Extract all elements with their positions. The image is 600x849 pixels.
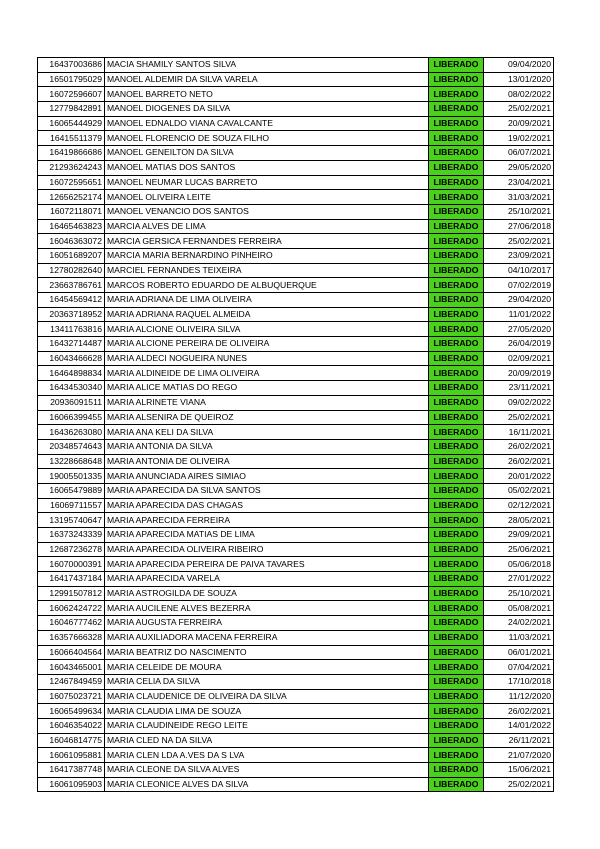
name-cell: MARIA APARECIDA DAS CHAGAS [105, 498, 429, 513]
date-cell: 29/04/2020 [484, 293, 554, 308]
date-cell: 02/09/2021 [484, 351, 554, 366]
status-cell: LIBERADO [429, 248, 484, 263]
name-cell: MANOEL MATIAS DOS SANTOS [105, 160, 429, 175]
table-row [38, 175, 554, 190]
status-cell: LIBERADO [429, 674, 484, 689]
table-row [38, 72, 554, 87]
status-cell: LIBERADO [429, 483, 484, 498]
name-cell: MARIA ADRIANA DE LIMA OLIVEIRA [105, 293, 429, 308]
name-cell: MARCIA ALVES DE LIMA [105, 219, 429, 234]
record-id-cell: 12780282640 [38, 263, 105, 278]
records-table [37, 57, 554, 792]
date-cell: 25/10/2021 [484, 204, 554, 219]
name-cell: MARCIA MARIA BERNARDINO PINHEIRO [105, 248, 429, 263]
date-cell: 25/06/2021 [484, 542, 554, 557]
status-cell: LIBERADO [429, 469, 484, 484]
date-cell: 16/11/2021 [484, 425, 554, 440]
date-cell: 13/01/2020 [484, 72, 554, 87]
status-cell: LIBERADO [429, 102, 484, 117]
table-row [38, 718, 554, 733]
table-row [38, 733, 554, 748]
status-cell: LIBERADO [429, 660, 484, 675]
table-row [38, 483, 554, 498]
status-cell: LIBERADO [429, 146, 484, 161]
record-id-cell: 16065479889 [38, 483, 105, 498]
table-row [38, 278, 554, 293]
status-cell: LIBERADO [429, 204, 484, 219]
table-row [38, 748, 554, 763]
status-cell: LIBERADO [429, 718, 484, 733]
status-cell: LIBERADO [429, 439, 484, 454]
record-id-cell: 16066404564 [38, 645, 105, 660]
table-row [38, 204, 554, 219]
record-id-cell: 16046777462 [38, 616, 105, 631]
table-row [38, 601, 554, 616]
record-id-cell: 16072596607 [38, 87, 105, 102]
name-cell: MANOEL BARRETO NETO [105, 87, 429, 102]
record-id-cell: 13411763816 [38, 322, 105, 337]
status-cell: LIBERADO [429, 498, 484, 513]
record-id-cell: 16357666328 [38, 630, 105, 645]
table-row [38, 160, 554, 175]
table-row [38, 572, 554, 587]
status-cell: LIBERADO [429, 513, 484, 528]
table-row [38, 131, 554, 146]
record-id-cell: 16465463823 [38, 219, 105, 234]
date-cell: 11/03/2021 [484, 630, 554, 645]
name-cell: MANOEL FLORENCIO DE SOUZA FILHO [105, 131, 429, 146]
name-cell: MARIA ALICE MATIAS DO REGO [105, 381, 429, 396]
date-cell: 11/12/2020 [484, 689, 554, 704]
name-cell: MARIA CLEN LDA A.VES DA S LVA [105, 748, 429, 763]
status-cell: LIBERADO [429, 748, 484, 763]
name-cell: MARIA CLEONE DA SILVA ALVES [105, 763, 429, 778]
date-cell: 23/04/2021 [484, 175, 554, 190]
name-cell: MANOEL ALDEMIR DA SILVA VARELA [105, 72, 429, 87]
table-row [38, 498, 554, 513]
status-cell: LIBERADO [429, 351, 484, 366]
table-row [38, 219, 554, 234]
date-cell: 24/02/2021 [484, 616, 554, 631]
status-cell: LIBERADO [429, 366, 484, 381]
name-cell: MARIA APARECIDA MATIAS DE LIMA [105, 528, 429, 543]
date-cell: 07/02/2019 [484, 278, 554, 293]
date-cell: 17/10/2018 [484, 674, 554, 689]
date-cell: 25/02/2021 [484, 410, 554, 425]
record-id-cell: 16065499634 [38, 704, 105, 719]
status-cell: LIBERADO [429, 630, 484, 645]
table-row [38, 248, 554, 263]
date-cell: 23/09/2021 [484, 248, 554, 263]
record-id-cell: 16454569412 [38, 293, 105, 308]
table-row [38, 116, 554, 131]
table-row [38, 190, 554, 205]
table-row [38, 630, 554, 645]
record-id-cell: 23663786761 [38, 278, 105, 293]
status-cell: LIBERADO [429, 72, 484, 87]
name-cell: MARIA ANUNCIADA AIRES SIMIAO [105, 469, 429, 484]
record-id-cell: 16061095903 [38, 777, 105, 792]
status-cell: LIBERADO [429, 175, 484, 190]
record-id-cell: 16046354022 [38, 718, 105, 733]
date-cell: 02/12/2021 [484, 498, 554, 513]
status-cell: LIBERADO [429, 557, 484, 572]
name-cell: MARIA AUXILIADORA MACENA FERREIRA [105, 630, 429, 645]
status-cell: LIBERADO [429, 307, 484, 322]
record-id-cell: 16062424722 [38, 601, 105, 616]
date-cell: 28/05/2021 [484, 513, 554, 528]
status-cell: LIBERADO [429, 381, 484, 396]
date-cell: 23/11/2021 [484, 381, 554, 396]
status-cell: LIBERADO [429, 58, 484, 73]
date-cell: 14/01/2022 [484, 718, 554, 733]
name-cell: MARIA ASTROGILDA DE SOUZA [105, 586, 429, 601]
name-cell: MANOEL NEUMAR LUCAS BARRETO [105, 175, 429, 190]
name-cell: MARIA ALDINEIDE DE LIMA OLIVEIRA [105, 366, 429, 381]
table-row [38, 263, 554, 278]
record-id-cell: 16075023721 [38, 689, 105, 704]
record-id-cell: 12656252174 [38, 190, 105, 205]
record-id-cell: 16072118071 [38, 204, 105, 219]
name-cell: MARIA APARECIDA PEREIRA DE PAIVA TAVARES [105, 557, 429, 572]
record-id-cell: 21293624243 [38, 160, 105, 175]
record-id-cell: 16437003686 [38, 58, 105, 73]
name-cell: MARIA AUCILENE ALVES BEZERRA [105, 601, 429, 616]
table-row [38, 674, 554, 689]
date-cell: 09/02/2022 [484, 395, 554, 410]
name-cell: MARIA CLAUDINEIDE REGO LEITE [105, 718, 429, 733]
date-cell: 26/04/2019 [484, 337, 554, 352]
status-cell: LIBERADO [429, 542, 484, 557]
record-id-cell: 12687236278 [38, 542, 105, 557]
status-cell: LIBERADO [429, 425, 484, 440]
date-cell: 04/10/2017 [484, 263, 554, 278]
record-id-cell: 20936091511 [38, 395, 105, 410]
record-id-cell: 16051689207 [38, 248, 105, 263]
status-cell: LIBERADO [429, 601, 484, 616]
status-cell: LIBERADO [429, 395, 484, 410]
status-cell: LIBERADO [429, 87, 484, 102]
name-cell: MARIA APARECIDA FERREIRA [105, 513, 429, 528]
table-row [38, 381, 554, 396]
date-cell: 20/09/2021 [484, 116, 554, 131]
record-id-cell: 13228668648 [38, 454, 105, 469]
table-row [38, 704, 554, 719]
name-cell: MARCIA GERSICA FERNANDES FERREIRA [105, 234, 429, 249]
name-cell: MARIA CLAUDIA LIMA DE SOUZA [105, 704, 429, 719]
record-id-cell: 16419866686 [38, 146, 105, 161]
record-id-cell: 13195740647 [38, 513, 105, 528]
status-cell: LIBERADO [429, 777, 484, 792]
record-id-cell: 16464898834 [38, 366, 105, 381]
date-cell: 06/01/2021 [484, 645, 554, 660]
record-id-cell: 12467849459 [38, 674, 105, 689]
table-row [38, 395, 554, 410]
status-cell: LIBERADO [429, 293, 484, 308]
date-cell: 05/02/2021 [484, 483, 554, 498]
date-cell: 05/08/2021 [484, 601, 554, 616]
record-id-cell: 16066399455 [38, 410, 105, 425]
date-cell: 26/02/2021 [484, 704, 554, 719]
table-row [38, 586, 554, 601]
record-id-cell: 16415511379 [38, 131, 105, 146]
record-id-cell: 16043465001 [38, 660, 105, 675]
date-cell: 27/05/2020 [484, 322, 554, 337]
date-cell: 15/06/2021 [484, 763, 554, 778]
date-cell: 11/01/2022 [484, 307, 554, 322]
record-id-cell: 19005501335 [38, 469, 105, 484]
table-row [38, 469, 554, 484]
name-cell: MACIA SHAMILY SANTOS SILVA [105, 58, 429, 73]
date-cell: 25/02/2021 [484, 102, 554, 117]
status-cell: LIBERADO [429, 763, 484, 778]
status-cell: LIBERADO [429, 645, 484, 660]
name-cell: MANOEL OLIVEIRA LEITE [105, 190, 429, 205]
record-id-cell: 16373243339 [38, 528, 105, 543]
date-cell: 06/07/2021 [484, 146, 554, 161]
date-cell: 29/05/2020 [484, 160, 554, 175]
table-row [38, 337, 554, 352]
table-row [38, 439, 554, 454]
record-id-cell: 16072595651 [38, 175, 105, 190]
name-cell: MARIA ALCIONE PEREIRA DE OLIVEIRA [105, 337, 429, 352]
record-id-cell: 16046814775 [38, 733, 105, 748]
table-row [38, 322, 554, 337]
status-cell: LIBERADO [429, 131, 484, 146]
name-cell: MARIA CLAUDENICE DE OLIVEIRA DA SILVA [105, 689, 429, 704]
name-cell: MANOEL VENANCIO DOS SANTOS [105, 204, 429, 219]
table-row [38, 425, 554, 440]
date-cell: 29/09/2021 [484, 528, 554, 543]
name-cell: MARIA ALSENIRA DE QUEIROZ [105, 410, 429, 425]
table-row [38, 660, 554, 675]
status-cell: LIBERADO [429, 454, 484, 469]
record-id-cell: 16432714487 [38, 337, 105, 352]
name-cell: MARIA AUGUSTA FERREIRA [105, 616, 429, 631]
table-row [38, 616, 554, 631]
table-row [38, 146, 554, 161]
name-cell: MARIA ANTONIA DE OLIVEIRA [105, 454, 429, 469]
status-cell: LIBERADO [429, 322, 484, 337]
date-cell: 21/07/2020 [484, 748, 554, 763]
status-cell: LIBERADO [429, 733, 484, 748]
record-id-cell: 16434530340 [38, 381, 105, 396]
record-id-cell: 12991507812 [38, 586, 105, 601]
table-row [38, 513, 554, 528]
date-cell: 31/03/2021 [484, 190, 554, 205]
record-id-cell: 16065444929 [38, 116, 105, 131]
status-cell: LIBERADO [429, 572, 484, 587]
status-cell: LIBERADO [429, 337, 484, 352]
name-cell: MARIA CLEONICE ALVES DA SILVA [105, 777, 429, 792]
name-cell: MARIA APARECIDA VARELA [105, 572, 429, 587]
record-id-cell: 16046363072 [38, 234, 105, 249]
date-cell: 09/04/2020 [484, 58, 554, 73]
record-id-cell: 16061095881 [38, 748, 105, 763]
name-cell: MARIA ALCIONE OLIVEIRA SILVA [105, 322, 429, 337]
name-cell: MARIA ANTONIA DA SILVA [105, 439, 429, 454]
name-cell: MARIA BEATRIZ DO NASCIMENTO [105, 645, 429, 660]
table-row [38, 454, 554, 469]
name-cell: MANOEL DIOGENES DA SILVA [105, 102, 429, 117]
table-row [38, 689, 554, 704]
date-cell: 25/10/2021 [484, 586, 554, 601]
status-cell: LIBERADO [429, 116, 484, 131]
status-cell: LIBERADO [429, 528, 484, 543]
date-cell: 26/11/2021 [484, 733, 554, 748]
date-cell: 25/02/2021 [484, 234, 554, 249]
record-id-cell: 16417387748 [38, 763, 105, 778]
name-cell: MARIA ANA KELI DA SILVA [105, 425, 429, 440]
table-row [38, 366, 554, 381]
record-id-cell: 12779842891 [38, 102, 105, 117]
status-cell: LIBERADO [429, 160, 484, 175]
table-row [38, 307, 554, 322]
name-cell: MARIA ALDECI NOGUEIRA NUNES [105, 351, 429, 366]
record-id-cell: 16436263080 [38, 425, 105, 440]
date-cell: 20/09/2019 [484, 366, 554, 381]
record-id-cell: 16069711557 [38, 498, 105, 513]
date-cell: 27/06/2018 [484, 219, 554, 234]
status-cell: LIBERADO [429, 689, 484, 704]
record-id-cell: 16043466628 [38, 351, 105, 366]
table-row [38, 528, 554, 543]
record-id-cell: 20363718952 [38, 307, 105, 322]
name-cell: MARIA APARECIDA DA SILVA SANTOS [105, 483, 429, 498]
date-cell: 26/02/2021 [484, 454, 554, 469]
date-cell: 25/02/2021 [484, 777, 554, 792]
status-cell: LIBERADO [429, 263, 484, 278]
status-cell: LIBERADO [429, 234, 484, 249]
date-cell: 05/06/2018 [484, 557, 554, 572]
table-row [38, 351, 554, 366]
name-cell: MARIA ALRINETE VIANA [105, 395, 429, 410]
status-cell: LIBERADO [429, 704, 484, 719]
table-row [38, 557, 554, 572]
date-cell: 20/01/2022 [484, 469, 554, 484]
table-row [38, 58, 554, 73]
status-cell: LIBERADO [429, 586, 484, 601]
table-row [38, 763, 554, 778]
status-cell: LIBERADO [429, 616, 484, 631]
date-cell: 26/02/2021 [484, 439, 554, 454]
table-row [38, 542, 554, 557]
table-row [38, 234, 554, 249]
date-cell: 19/02/2021 [484, 131, 554, 146]
record-id-cell: 16501795029 [38, 72, 105, 87]
name-cell: MANOEL GENEILTON DA SILVA [105, 146, 429, 161]
table-row [38, 645, 554, 660]
status-cell: LIBERADO [429, 219, 484, 234]
name-cell: MARIA CELIA DA SILVA [105, 674, 429, 689]
records-table-body [38, 58, 554, 792]
record-id-cell: 16417437184 [38, 572, 105, 587]
table-row [38, 102, 554, 117]
name-cell: MARIA APARECIDA OLIVEIRA RIBEIRO [105, 542, 429, 557]
name-cell: MARCOS ROBERTO EDUARDO DE ALBUQUERQUE [105, 278, 429, 293]
record-id-cell: 20348574643 [38, 439, 105, 454]
date-cell: 07/04/2021 [484, 660, 554, 675]
name-cell: MARCIEL FERNANDES TEIXEIRA [105, 263, 429, 278]
status-cell: LIBERADO [429, 190, 484, 205]
table-row [38, 410, 554, 425]
status-cell: LIBERADO [429, 278, 484, 293]
name-cell: MARIA CELEIDE DE MOURA [105, 660, 429, 675]
table-row [38, 777, 554, 792]
date-cell: 27/01/2022 [484, 572, 554, 587]
date-cell: 08/02/2022 [484, 87, 554, 102]
name-cell: MARIA CLED NA DA SILVA [105, 733, 429, 748]
record-id-cell: 16070000391 [38, 557, 105, 572]
name-cell: MARIA ADRIANA RAQUEL ALMEIDA [105, 307, 429, 322]
name-cell: MANOEL EDNALDO VIANA CAVALCANTE [105, 116, 429, 131]
table-row [38, 293, 554, 308]
status-cell: LIBERADO [429, 410, 484, 425]
table-row [38, 87, 554, 102]
